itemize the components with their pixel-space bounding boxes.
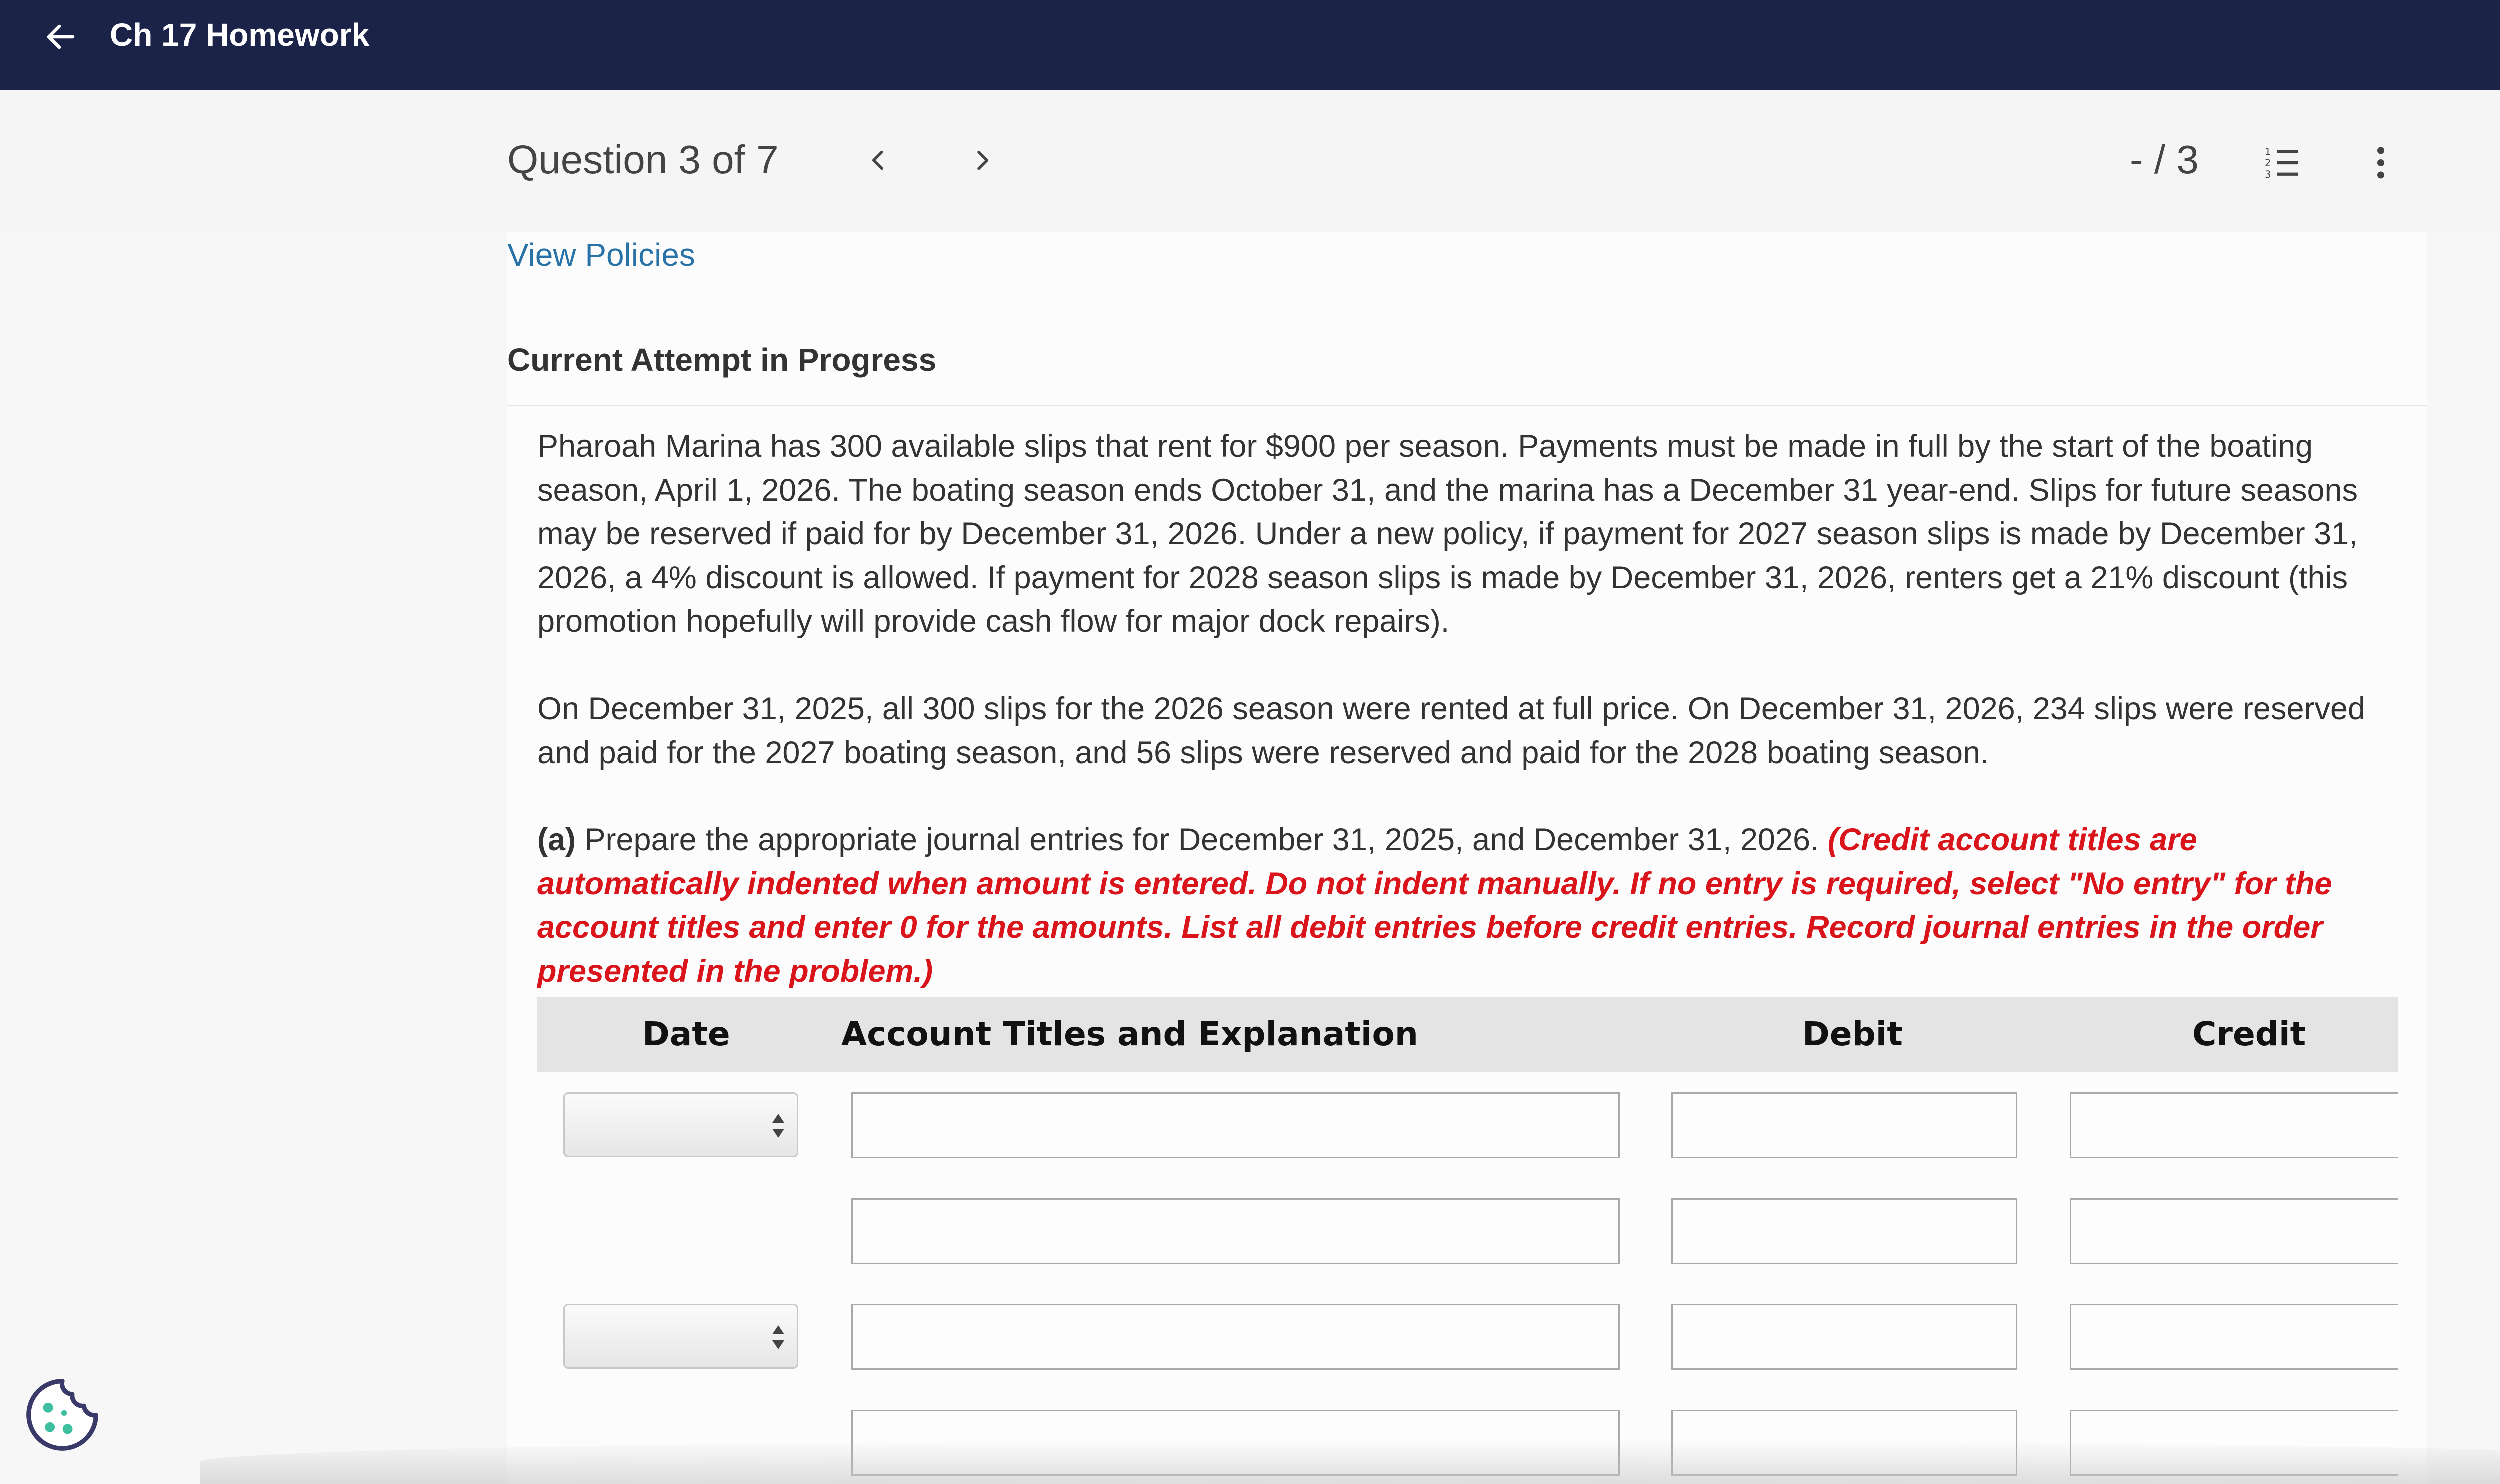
svg-text:3: 3 (2265, 168, 2272, 180)
question-list-button[interactable] (2258, 138, 2308, 188)
credit-input[interactable] (2070, 1198, 2398, 1264)
more-options-button[interactable] (2356, 138, 2406, 188)
date-select[interactable] (564, 1304, 798, 1369)
previous-question-button[interactable] (856, 138, 901, 183)
column-header-account: Account Titles and Explanation (842, 1015, 1418, 1053)
problem-paragraph-1: Pharoah Marina has 300 available slips that rent for $900 per season. Payments must be made in full by the start of the boating season, April 1, 2026. The boating season ends October 31, and the marina has a December 31 year-end. Slips for future seasons may be reserved if paid for by December 31, 2026. Under a new policy, if payment for 2027 season slips is made by December 31, 2026, a 4% discount is allowed. If payment for 2028 season slips is made by December 31, 2026, renters get a 21% discount (this promotion hopefully will provide cash flow for major dock repairs). (538, 429, 2358, 639)
cookie-icon (20, 1372, 105, 1457)
credit-input[interactable] (2070, 1092, 2398, 1158)
select-arrows-icon (771, 1111, 786, 1141)
debit-input[interactable] (1672, 1092, 2018, 1158)
debit-input[interactable] (1672, 1304, 2018, 1370)
part-a-instructions: (Credit account titles are automatically indented when amount is entered. Do not indent manually. If no entry is required, select "No entry" for the account titles and enter 0 for the amounts. List all debit entries before credit entries. Record journal entries in the order presented in the problem.) (538, 822, 2332, 989)
question-counter: Question 3 of 7 (508, 137, 779, 182)
problem-paragraph-2: On December 31, 2025, all 300 slips for the 2026 season were rented at full price. On December 31, 2026, 234 slips were reserved and paid for the 2027 boating season, and 56 slips were reserved and paid for the 2028 boating season. (538, 691, 2366, 770)
question-content (508, 232, 2428, 1484)
column-header-date: Date (642, 1015, 730, 1053)
date-select[interactable] (564, 1092, 798, 1157)
more-vertical-icon (2360, 142, 2402, 184)
numbered-list-icon (2262, 142, 2304, 184)
part-a-prompt (538, 818, 2398, 993)
account-title-input[interactable] (852, 1304, 1620, 1370)
top-app-bar (0, 0, 2500, 90)
attempt-heading: Current Attempt in Progress (508, 342, 937, 378)
journal-table-header (538, 997, 2398, 1072)
chevron-left-icon (864, 146, 892, 174)
back-button[interactable] (41, 17, 81, 57)
debit-input[interactable] (1672, 1198, 2018, 1264)
part-a-text: Prepare the appropriate journal entries for December 31, 2025, and December 31, 2026. (576, 822, 1828, 857)
column-header-debit: Debit (1802, 1015, 1903, 1053)
arrow-left-icon (43, 19, 79, 55)
account-title-input[interactable] (852, 1198, 1620, 1264)
cookie-preferences-button[interactable] (20, 1372, 105, 1457)
view-policies-link[interactable]: View Policies (508, 237, 696, 273)
account-title-input[interactable] (852, 1092, 1620, 1158)
question-score: - / 3 (2130, 137, 2199, 182)
assignment-title: Ch 17 Homework (110, 17, 370, 53)
chevron-right-icon (968, 146, 996, 174)
divider (508, 405, 2428, 406)
question-header (0, 90, 2500, 232)
select-arrows-icon (771, 1322, 786, 1352)
part-a-label: (a) (538, 822, 576, 857)
svg-text:2: 2 (2265, 157, 2272, 169)
bottom-shadow (200, 1440, 2500, 1484)
credit-input[interactable] (2070, 1304, 2398, 1370)
svg-text:1: 1 (2265, 146, 2272, 158)
column-header-credit: Credit (2192, 1015, 2306, 1053)
next-question-button[interactable] (960, 138, 1005, 183)
